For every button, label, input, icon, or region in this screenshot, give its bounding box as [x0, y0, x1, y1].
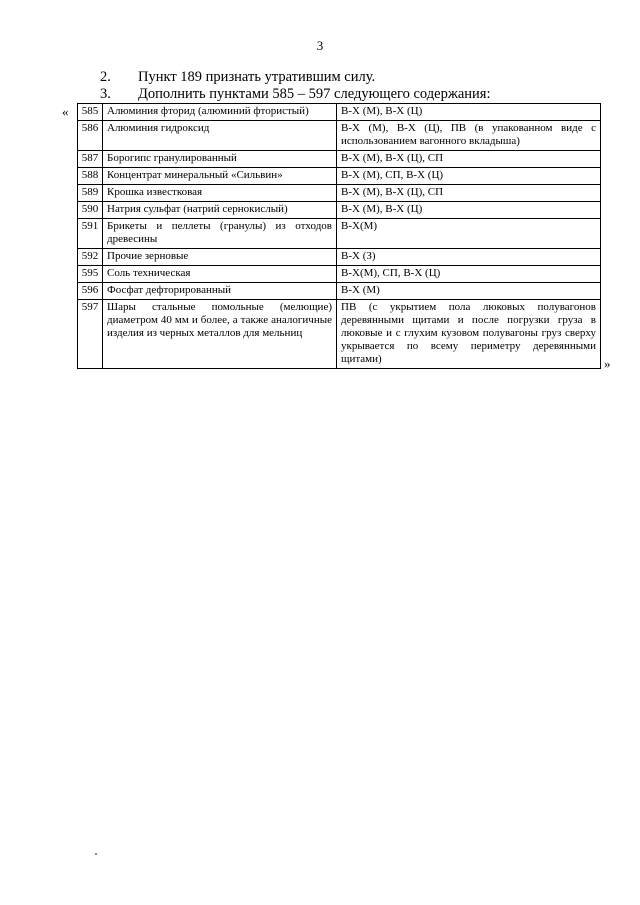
row-number: 588 [78, 168, 103, 185]
cargo-name: Алюминия гидроксид [103, 121, 337, 151]
cargo-name: Натрия сульфат (натрий сернокислый) [103, 202, 337, 219]
transport-conditions: В-Х (М), СП, В-Х (Ц) [337, 168, 601, 185]
cargo-name: Соль техническая [103, 266, 337, 283]
cargo-name: Алюминия фторид (алюминий фтористый) [103, 104, 337, 121]
table-row [78, 185, 601, 202]
table-row [78, 151, 601, 168]
table-row [78, 266, 601, 283]
row-number: 592 [78, 249, 103, 266]
page-number: 3 [316, 38, 324, 53]
opening-quote: « [62, 104, 69, 119]
transport-conditions: В-Х (З) [337, 249, 601, 266]
table-row [78, 104, 601, 121]
transport-conditions: В-Х (М) [337, 283, 601, 300]
item-3 [100, 86, 491, 103]
row-number: 589 [78, 185, 103, 202]
transport-conditions: ПВ (с укрытием пола люковых полувагонов деревянными щитами и после погрузки груза в люковые и с глухим кузовом полувагоны груз сверху укрывается по всему периметру деревянными щитами) [337, 300, 601, 369]
item-3-number: 3. [100, 86, 111, 102]
cargo-name: Прочие зерновые [103, 249, 337, 266]
closing-quote: » [604, 356, 611, 371]
cargo-name: Фосфат дефторированный [103, 283, 337, 300]
cargo-name: Крошка известковая [103, 185, 337, 202]
row-number: 596 [78, 283, 103, 300]
row-number: 595 [78, 266, 103, 283]
row-number: 591 [78, 219, 103, 249]
row-number: 597 [78, 300, 103, 369]
item-3-text: Дополнить пунктами 585 – 597 следующего содержания: [138, 86, 491, 102]
row-number: 590 [78, 202, 103, 219]
transport-conditions: В-Х(М), СП, В-Х (Ц) [337, 266, 601, 283]
cargo-table [77, 103, 601, 369]
cargo-table-body [78, 104, 601, 369]
scan-speck [95, 853, 97, 855]
cargo-name: Концентрат минеральный «Сильвин» [103, 168, 337, 185]
cargo-name: Шары стальные помольные (мелющие) диаметром 40 мм и более, а также аналогичные изделия из черных металлов для мельниц [103, 300, 337, 369]
cargo-name: Брикеты и пеллеты (гранулы) из отходов древесины [103, 219, 337, 249]
transport-conditions: В-Х (М), В-Х (Ц), ПВ (в упакованном виде с использованием вагонного вкладыша) [337, 121, 601, 151]
transport-conditions: В-Х (М), В-Х (Ц) [337, 104, 601, 121]
row-number: 587 [78, 151, 103, 168]
item-2-number: 2. [100, 69, 111, 85]
row-number: 585 [78, 104, 103, 121]
table-row [78, 300, 601, 369]
table-row [78, 283, 601, 300]
transport-conditions: В-Х (М), В-Х (Ц) [337, 202, 601, 219]
transport-conditions: В-Х (М), В-Х (Ц), СП [337, 151, 601, 168]
table-row [78, 168, 601, 185]
transport-conditions: В-Х (М), В-Х (Ц), СП [337, 185, 601, 202]
table-row [78, 121, 601, 151]
transport-conditions: В-Х(М) [337, 219, 601, 249]
row-number: 586 [78, 121, 103, 151]
table-row [78, 219, 601, 249]
table-row [78, 249, 601, 266]
cargo-name: Борогипс гранулированный [103, 151, 337, 168]
item-2-text: Пункт 189 признать утратившим силу. [138, 69, 376, 85]
item-2 [100, 69, 375, 86]
table-row [78, 202, 601, 219]
